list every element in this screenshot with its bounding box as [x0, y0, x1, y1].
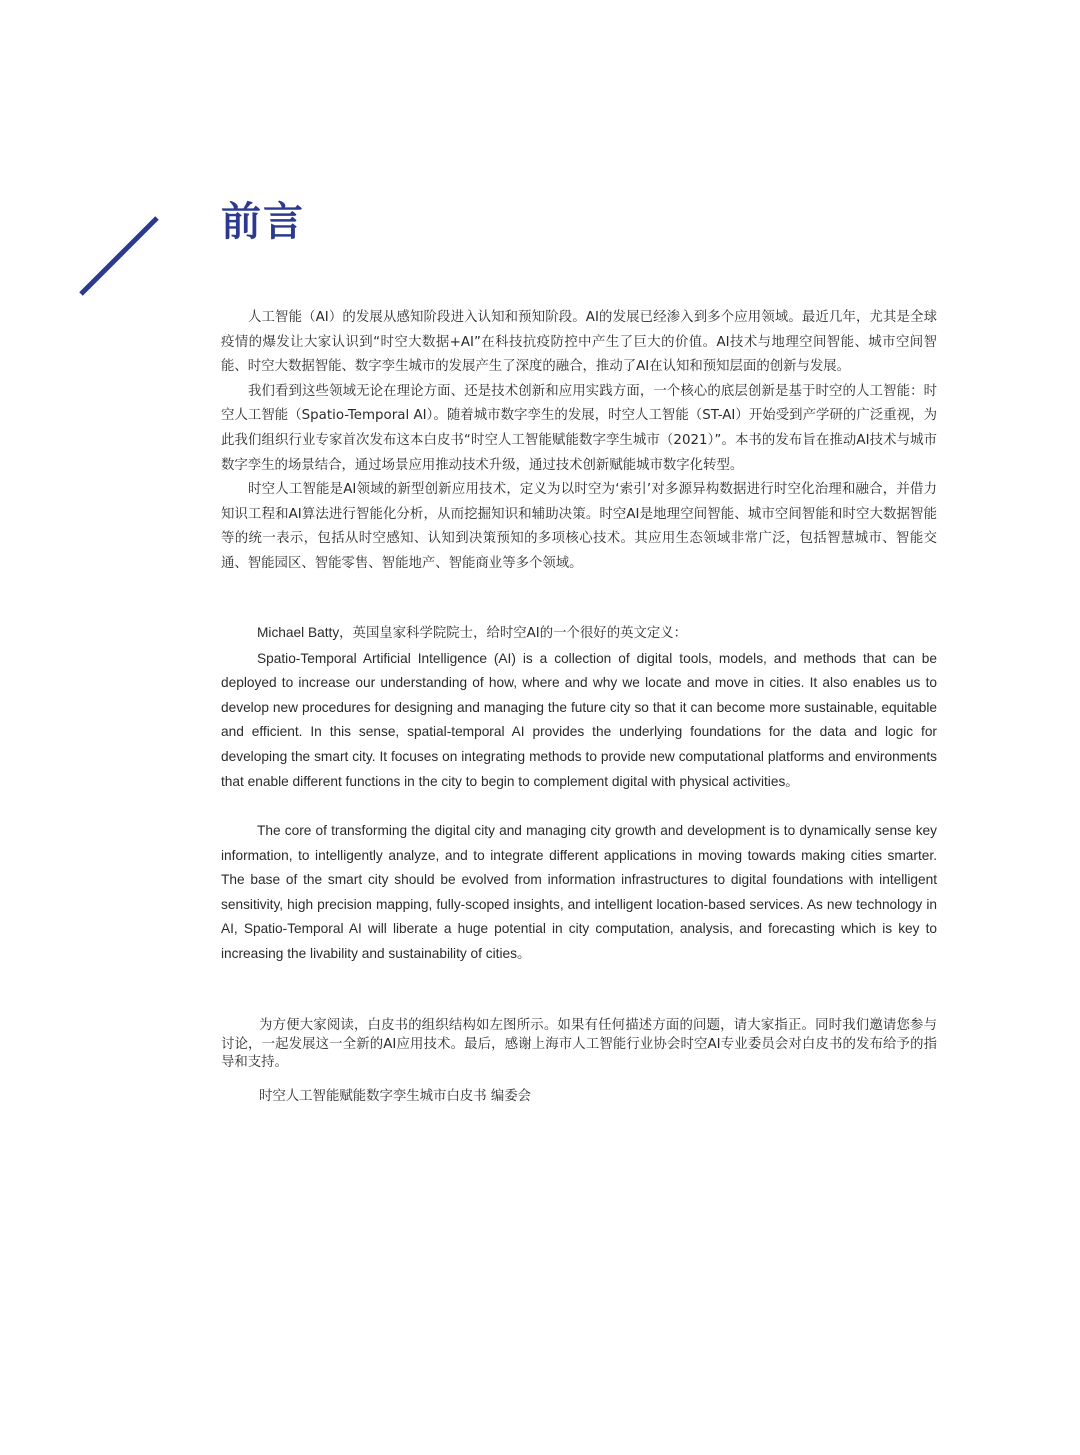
paragraph-cn-3: 时空人工智能是AI领域的新型创新应用技术，定义为以时空为‘索引’对多源异构数据进行时空化治理和融合，并借力知识工程和AI算法进行智能化分析，从而挖掘知识和辅助决策。时空AI是地理空间智能、城市空间智能和时空大数据智能等的统一表示，包括从时空感知、认知到决策预知的多项核心技术。其应用生态领域非常广泛，包括智慧城市、智能交通、智能园区、智能零售、智能地产、智能商业等多个领域。	[221, 482, 937, 571]
page-title: 前言	[221, 199, 305, 245]
english-definition	[221, 647, 937, 795]
batty-section	[221, 621, 937, 794]
paragraph-cn-1: 人工智能（AI）的发展从感知阶段进入认知和预知阶段。AI的发展已经渗入到多个应用领域。最近几年，尤其是全球疫情的爆发让大家认识到“时空大数据+AI”在科技抗疫防控中产生了巨大的价值。AI技术与地理空间智能、城市空间智能、时空大数据智能、数字孪生城市的发展产生了深度的融合，推动了AI在认知和预知层面的创新与发展。	[221, 310, 937, 375]
english-section-2	[221, 819, 937, 967]
paragraph-en-1: Spatio-Temporal Artificial Intelligence (AI) is a collection of digital tools, models, and methods that can be deployed to increase our understanding of how, where and why we locate and move in cities. It also enables us to develop new procedures for designing and managing the future city so that it can become more sustainable, equitable and efficient. In this sense, spatial-temporal AI provides the underlying foundations for the data and logic for developing the smart city. It focuses on integrating methods to provide new computational platforms and environments that enable different functions in the city to begin to complement digital with physical activities。	[221, 650, 937, 789]
chinese-section	[221, 306, 937, 577]
signature: 时空人工智能赋能数字孪生城市白皮书 编委会	[259, 1089, 532, 1104]
closing-section	[221, 1017, 937, 1073]
diagonal-slash-decoration	[79, 216, 159, 296]
batty-intro	[221, 621, 937, 647]
closing-paragraph: 为方便大家阅读，白皮书的组织结构如左图所示。如果有任何描述方面的问题，请大家指正。同时我们邀请您参与讨论，一起发展这一全新的AI应用技术。最后，感谢上海市人工智能行业协会时空AI专业委员会对白皮书的发布给予的指导和支持。	[221, 1018, 937, 1070]
paragraph-cn-2: 我们看到这些领域无论在理论方面、还是技术创新和应用实践方面，一个核心的底层创新是基于时空的人工智能：时空人工智能（Spatio-Temporal AI）。随着城市数字孪生的发展，时空人工智能（ST-AI）开始受到产学研的广泛重视，为此我们组织行业专家首次发布这本白皮书“时空人工智能赋能数字孪生城市（2021）”。本书的发布旨在推动AI技术与城市数字孪生的场景结合，通过场景应用推动技术升级，通过技术创新赋能城市数字化转型。	[221, 383, 937, 473]
paragraph-en-2: The core of transforming the digital city and managing city growth and development is to dynamically sense key information, to intelligently analyze, and to integrate different applications in moving towards making cities smarter. The base of the smart city should be evolved from information infrastructures to digital foundations with intelligent sensitivity, high precision mapping, fully-scoped insights, and intelligent location-based services. As new technology in AI, Spatio-Temporal AI will liberate a huge potential in city computation, analysis, and forecasting which is key to increasing the livability and sustainability of cities。	[221, 823, 937, 961]
batty-name: Michael Batty	[257, 625, 340, 640]
batty-intro-text: ，英国皇家科学院院士，给时空AI的一个很好的英文定义：	[339, 626, 688, 641]
